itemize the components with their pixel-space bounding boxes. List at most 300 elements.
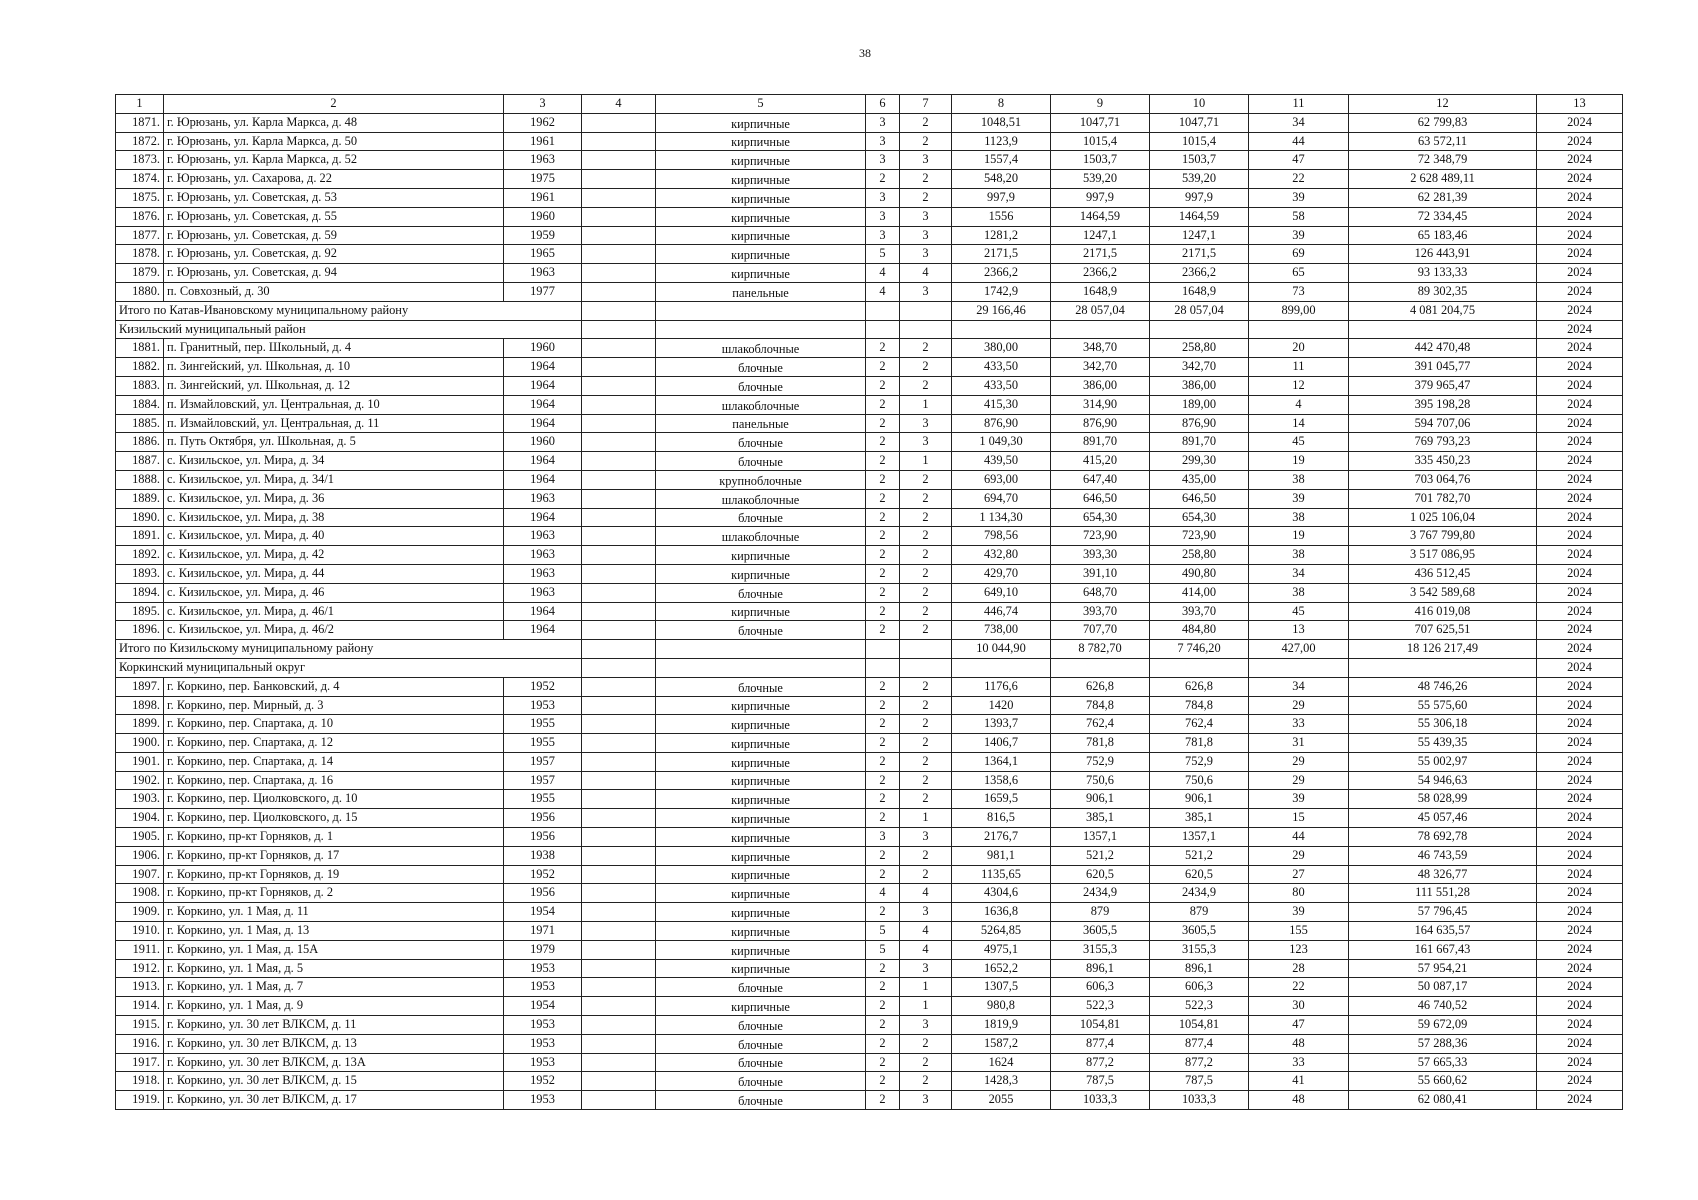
table-cell: 348,70	[1051, 339, 1150, 358]
table-cell: 33	[1249, 1053, 1349, 1072]
table-cell: 3	[900, 1016, 952, 1035]
table-cell: 3 517 086,95	[1349, 546, 1537, 565]
table-cell: 816,5	[952, 809, 1051, 828]
table-cell	[582, 452, 656, 471]
table-cell: 3	[900, 828, 952, 847]
table-cell: 395 198,28	[1349, 395, 1537, 414]
table-cell: 2024	[1537, 339, 1623, 358]
table-cell: 2	[900, 527, 952, 546]
table-cell	[582, 884, 656, 903]
table-cell: 2	[866, 339, 900, 358]
table-cell: 1952	[504, 865, 582, 884]
table-row	[116, 734, 1623, 753]
table-cell: 2	[866, 959, 900, 978]
table-cell: 1420	[952, 696, 1051, 715]
table-row	[116, 903, 1623, 922]
table-cell: 3	[900, 433, 952, 452]
subtotal-row	[116, 640, 1623, 659]
table-cell: 50 087,17	[1349, 978, 1537, 997]
table-cell: 2024	[1537, 997, 1623, 1016]
table-cell: кирпичные	[656, 884, 866, 903]
table-cell: 2024	[1537, 414, 1623, 433]
table-cell: 1123,9	[952, 132, 1051, 151]
table-cell: 39	[1249, 188, 1349, 207]
table-row	[116, 583, 1623, 602]
subtotal-cell: 8 782,70	[1051, 640, 1150, 659]
table-cell: кирпичные	[656, 809, 866, 828]
table-cell: 1975	[504, 170, 582, 189]
table-cell: 1464,59	[1150, 207, 1249, 226]
table-cell: 2024	[1537, 264, 1623, 283]
table-cell: 1955	[504, 715, 582, 734]
table-cell: г. Юрюзань, ул. Советская, д. 94	[164, 264, 504, 283]
table-cell: кирпичные	[656, 546, 866, 565]
table-cell: 3	[900, 959, 952, 978]
table-cell: 750,6	[1051, 771, 1150, 790]
table-row	[116, 1072, 1623, 1091]
table-cell: 1652,2	[952, 959, 1051, 978]
table-cell: 1874.	[116, 170, 164, 189]
table-row	[116, 470, 1623, 489]
table-cell: 3	[866, 188, 900, 207]
table-row	[116, 1053, 1623, 1072]
table-cell: 1892.	[116, 546, 164, 565]
table-cell: 55 306,18	[1349, 715, 1537, 734]
table-cell	[582, 527, 656, 546]
table-cell: 1977	[504, 282, 582, 301]
table-cell	[582, 715, 656, 734]
group-label: Кизильский муниципальный район	[116, 320, 582, 339]
table-cell: 62 281,39	[1349, 188, 1537, 207]
table-cell: п. Путь Октября, ул. Школьная, д. 5	[164, 433, 504, 452]
table-cell: блочные	[656, 978, 866, 997]
table-cell: с. Кизильское, ул. Мира, д. 40	[164, 527, 504, 546]
table-cell: 1960	[504, 207, 582, 226]
table-cell: 391,10	[1051, 564, 1150, 583]
table-row	[116, 452, 1623, 471]
table-cell: 28	[1249, 959, 1349, 978]
table-cell: г. Коркино, пр-кт Горняков, д. 2	[164, 884, 504, 903]
table-cell: 2024	[1537, 376, 1623, 395]
table-cell: 1912.	[116, 959, 164, 978]
table-cell	[582, 546, 656, 565]
group-row	[116, 320, 1623, 339]
table-row	[116, 113, 1623, 132]
table-cell: 4	[866, 884, 900, 903]
table-cell: 3	[900, 903, 952, 922]
table-row	[116, 433, 1623, 452]
table-cell: 1882.	[116, 358, 164, 377]
table-cell: 342,70	[1150, 358, 1249, 377]
table-cell: 41	[1249, 1072, 1349, 1091]
table-cell: 1033,3	[1051, 1091, 1150, 1110]
table-cell: 55 002,97	[1349, 752, 1537, 771]
table-cell: 1897.	[116, 677, 164, 696]
table-cell	[582, 226, 656, 245]
table-cell: кирпичные	[656, 151, 866, 170]
table-cell: 2024	[1537, 489, 1623, 508]
table-cell: 2	[866, 376, 900, 395]
table-cell: 750,6	[1150, 771, 1249, 790]
table-cell: 1905.	[116, 828, 164, 847]
empty-cell	[1051, 658, 1150, 677]
table-cell: 4	[900, 922, 952, 941]
table-cell: 2	[900, 470, 952, 489]
table-row	[116, 151, 1623, 170]
table-cell: 59 672,09	[1349, 1016, 1537, 1035]
table-cell: г. Коркино, пер. Спартака, д. 16	[164, 771, 504, 790]
table-cell: 896,1	[1051, 959, 1150, 978]
table-cell: 997,9	[952, 188, 1051, 207]
table-cell: 2024	[1537, 1072, 1623, 1091]
table-cell: кирпичные	[656, 696, 866, 715]
table-cell: 4304,6	[952, 884, 1051, 903]
table-cell: 1888.	[116, 470, 164, 489]
column-header: 6	[866, 95, 900, 114]
empty-cell	[1349, 320, 1537, 339]
table-cell: 752,9	[1150, 752, 1249, 771]
table-cell: 707 625,51	[1349, 621, 1537, 640]
table-cell: 33	[1249, 715, 1349, 734]
table-cell: 891,70	[1051, 433, 1150, 452]
table-cell: 2	[900, 376, 952, 395]
table-cell: 3	[900, 151, 952, 170]
table-cell: 1054,81	[1150, 1016, 1249, 1035]
table-cell	[582, 132, 656, 151]
table-cell: 2024	[1537, 470, 1623, 489]
table-cell	[582, 188, 656, 207]
table-cell: 393,70	[1150, 602, 1249, 621]
table-cell: шлакоблочные	[656, 489, 866, 508]
table-cell: 2	[866, 978, 900, 997]
table-cell: 2	[866, 414, 900, 433]
table-cell: 723,90	[1051, 527, 1150, 546]
table-cell: 1964	[504, 508, 582, 527]
table-cell: 2171,5	[952, 245, 1051, 264]
table-cell: 1873.	[116, 151, 164, 170]
table-cell: п. Измайловский, ул. Центральная, д. 11	[164, 414, 504, 433]
table-cell: с. Кизильское, ул. Мира, д. 46/2	[164, 621, 504, 640]
table-cell: г. Коркино, пер. Банковский, д. 4	[164, 677, 504, 696]
table-cell: 2	[866, 621, 900, 640]
table-cell	[582, 1053, 656, 1072]
table-cell: с. Кизильское, ул. Мира, д. 44	[164, 564, 504, 583]
table-cell: 648,70	[1051, 583, 1150, 602]
table-cell: 2024	[1537, 940, 1623, 959]
table-cell: 1281,2	[952, 226, 1051, 245]
table-cell: 2024	[1537, 959, 1623, 978]
table-row	[116, 207, 1623, 226]
table-row	[116, 771, 1623, 790]
table-cell	[582, 151, 656, 170]
table-row	[116, 508, 1623, 527]
table-cell: 29	[1249, 752, 1349, 771]
table-cell: 432,80	[952, 546, 1051, 565]
table-cell: 2366,2	[1051, 264, 1150, 283]
table-cell: 1636,8	[952, 903, 1051, 922]
table-cell: 2	[900, 846, 952, 865]
table-cell: 2	[900, 132, 952, 151]
table-cell: кирпичные	[656, 752, 866, 771]
table-cell: 2	[900, 188, 952, 207]
table-cell: 1962	[504, 113, 582, 132]
table-cell: г. Коркино, пер. Циолковского, д. 10	[164, 790, 504, 809]
table-cell: 57 665,33	[1349, 1053, 1537, 1072]
table-cell: 781,8	[1051, 734, 1150, 753]
table-cell: 1883.	[116, 376, 164, 395]
table-cell: 1	[900, 452, 952, 471]
table-cell: г. Коркино, пр-кт Горняков, д. 19	[164, 865, 504, 884]
table-cell: 2024	[1537, 358, 1623, 377]
table-cell: блочные	[656, 508, 866, 527]
table-cell: 57 954,21	[1349, 959, 1537, 978]
table-cell: 299,30	[1150, 452, 1249, 471]
table-cell: 2	[866, 771, 900, 790]
table-row	[116, 489, 1623, 508]
table-cell: 2	[866, 903, 900, 922]
table-cell: 2	[866, 170, 900, 189]
table-row	[116, 809, 1623, 828]
table-cell: 2	[900, 339, 952, 358]
table-cell: 1902.	[116, 771, 164, 790]
table-cell: 1963	[504, 527, 582, 546]
table-cell: с. Кизильское, ул. Мира, д. 38	[164, 508, 504, 527]
table-cell: 69	[1249, 245, 1349, 264]
table-cell: 620,5	[1150, 865, 1249, 884]
table-cell: 3	[866, 207, 900, 226]
table-cell: 3	[866, 226, 900, 245]
table-cell: 2024	[1537, 846, 1623, 865]
table-cell: 2024	[1537, 546, 1623, 565]
table-cell: 1247,1	[1150, 226, 1249, 245]
table-cell: 2055	[952, 1091, 1051, 1110]
table-cell: блочные	[656, 1034, 866, 1053]
table-cell: г. Коркино, пер. Спартака, д. 10	[164, 715, 504, 734]
table-cell: 2	[866, 527, 900, 546]
table-cell: 1015,4	[1150, 132, 1249, 151]
table-cell: 2	[900, 715, 952, 734]
subtotal-label: Итого по Катав-Ивановскому муниципальному району	[116, 301, 582, 320]
empty-cell	[656, 658, 866, 677]
table-cell: кирпичные	[656, 226, 866, 245]
table-cell: 594 707,06	[1349, 414, 1537, 433]
table-cell: 1916.	[116, 1034, 164, 1053]
table-cell: 1952	[504, 677, 582, 696]
table-cell: г. Коркино, пер. Мирный, д. 3	[164, 696, 504, 715]
table-cell: 1357,1	[1051, 828, 1150, 847]
table-cell: 2024	[1537, 583, 1623, 602]
table-row	[116, 677, 1623, 696]
table-cell: 2024	[1537, 564, 1623, 583]
table-cell: 521,2	[1051, 846, 1150, 865]
table-cell	[582, 395, 656, 414]
table-cell: г. Коркино, пер. Спартака, д. 14	[164, 752, 504, 771]
table-row	[116, 170, 1623, 189]
table-cell: 5	[866, 245, 900, 264]
table-cell: 1964	[504, 602, 582, 621]
table-cell: 20	[1249, 339, 1349, 358]
subtotal-label: Итого по Кизильскому муниципальному району	[116, 640, 582, 659]
table-cell	[582, 339, 656, 358]
table-cell: кирпичные	[656, 959, 866, 978]
table-cell: 1955	[504, 734, 582, 753]
table-cell: 1884.	[116, 395, 164, 414]
table-cell: блочные	[656, 452, 866, 471]
table-cell: 1971	[504, 922, 582, 941]
table-cell: 1899.	[116, 715, 164, 734]
table-cell: 38	[1249, 508, 1349, 527]
table-cell: 48	[1249, 1091, 1349, 1110]
table-cell: 446,74	[952, 602, 1051, 621]
table-cell: 2	[866, 489, 900, 508]
table-cell: 1964	[504, 358, 582, 377]
table-cell: кирпичные	[656, 922, 866, 941]
table-cell: 1900.	[116, 734, 164, 753]
table-cell: 2024	[1537, 207, 1623, 226]
table-cell: 2	[900, 1053, 952, 1072]
table-cell: 78 692,78	[1349, 828, 1537, 847]
table-cell: 1956	[504, 884, 582, 903]
table-cell: 1898.	[116, 696, 164, 715]
table-cell: 2	[866, 1091, 900, 1110]
table-row	[116, 621, 1623, 640]
table-row	[116, 828, 1623, 847]
table-cell: 647,40	[1051, 470, 1150, 489]
table-cell: 1358,6	[952, 771, 1051, 790]
table-row	[116, 846, 1623, 865]
table-cell: шлакоблочные	[656, 339, 866, 358]
empty-cell	[866, 658, 900, 677]
table-cell: 2	[900, 1034, 952, 1053]
table-cell: 1556	[952, 207, 1051, 226]
table-cell: кирпичные	[656, 113, 866, 132]
table-cell	[582, 170, 656, 189]
table-cell: 1960	[504, 433, 582, 452]
table-row	[116, 414, 1623, 433]
table-cell: 2 628 489,11	[1349, 170, 1537, 189]
table-cell	[582, 865, 656, 884]
table-cell: 2366,2	[1150, 264, 1249, 283]
table-cell: 1964	[504, 414, 582, 433]
empty-cell	[866, 640, 900, 659]
table-cell: 1953	[504, 978, 582, 997]
table-cell: 89 302,35	[1349, 282, 1537, 301]
table-cell: 1963	[504, 583, 582, 602]
table-cell: 2024	[1537, 734, 1623, 753]
table-cell: 2	[866, 734, 900, 753]
table-cell	[582, 752, 656, 771]
table-row	[116, 527, 1623, 546]
table-cell: 2	[866, 358, 900, 377]
table-cell: 65	[1249, 264, 1349, 283]
table-cell: 1872.	[116, 132, 164, 151]
column-header: 9	[1051, 95, 1150, 114]
subtotal-cell: 4 081 204,75	[1349, 301, 1537, 320]
table-cell: 2024	[1537, 1091, 1623, 1110]
table-cell: 693,00	[952, 470, 1051, 489]
table-cell: 1054,81	[1051, 1016, 1150, 1035]
table-cell: кирпичные	[656, 790, 866, 809]
table-cell: 3155,3	[1051, 940, 1150, 959]
table-cell: 1393,7	[952, 715, 1051, 734]
table-cell: 2	[866, 715, 900, 734]
table-row	[116, 1091, 1623, 1110]
table-cell: 1963	[504, 546, 582, 565]
table-cell: 34	[1249, 677, 1349, 696]
empty-cell	[866, 301, 900, 320]
table-cell: 2024	[1537, 452, 1623, 471]
table-cell: кирпичные	[656, 771, 866, 790]
table-cell: 1954	[504, 903, 582, 922]
table-cell: 2	[866, 452, 900, 471]
table-cell: 980,8	[952, 997, 1051, 1016]
table-cell: 539,20	[1150, 170, 1249, 189]
table-cell: 47	[1249, 1016, 1349, 1035]
table-cell: 548,20	[952, 170, 1051, 189]
table-cell: 701 782,70	[1349, 489, 1537, 508]
table-cell: 3	[900, 1091, 952, 1110]
table-cell: 1135,65	[952, 865, 1051, 884]
table-cell: 2	[900, 508, 952, 527]
table-cell: 3	[900, 282, 952, 301]
table-cell	[582, 790, 656, 809]
table-cell: 3	[866, 151, 900, 170]
table-row	[116, 1034, 1623, 1053]
table-row	[116, 978, 1623, 997]
table-cell: г. Коркино, ул. 30 лет ВЛКСМ, д. 13	[164, 1034, 504, 1053]
table-cell: 1917.	[116, 1053, 164, 1072]
table-cell: кирпичные	[656, 846, 866, 865]
table-cell: 1964	[504, 470, 582, 489]
table-cell: 2	[900, 583, 952, 602]
table-cell	[582, 113, 656, 132]
table-cell: 879	[1051, 903, 1150, 922]
table-cell: 1961	[504, 132, 582, 151]
table-cell: п. Измайловский, ул. Центральная, д. 10	[164, 395, 504, 414]
table-cell: г. Юрюзань, ул. Сахарова, д. 22	[164, 170, 504, 189]
table-cell: 54 946,63	[1349, 771, 1537, 790]
table-cell: 385,1	[1051, 809, 1150, 828]
table-cell: 2024	[1537, 188, 1623, 207]
table-cell: 1364,1	[952, 752, 1051, 771]
table-cell: 391 045,77	[1349, 358, 1537, 377]
table-cell: 1979	[504, 940, 582, 959]
table-cell: с. Кизильское, ул. Мира, д. 46/1	[164, 602, 504, 621]
table-cell: кирпичные	[656, 245, 866, 264]
column-header: 4	[582, 95, 656, 114]
table-cell: 1889.	[116, 489, 164, 508]
table-cell: блочные	[656, 376, 866, 395]
column-header: 11	[1249, 95, 1349, 114]
table-cell: 2	[866, 1016, 900, 1035]
table-cell: 2024	[1537, 1034, 1623, 1053]
subtotal-cell: 29 166,46	[952, 301, 1051, 320]
table-row	[116, 959, 1623, 978]
subtotal-cell: 28 057,04	[1150, 301, 1249, 320]
table-cell: 781,8	[1150, 734, 1249, 753]
column-header: 8	[952, 95, 1051, 114]
table-cell: 34	[1249, 564, 1349, 583]
table-cell: 876,90	[1051, 414, 1150, 433]
table-cell: 787,5	[1051, 1072, 1150, 1091]
table-cell: г. Коркино, ул. 30 лет ВЛКСМ, д. 11	[164, 1016, 504, 1035]
table-cell: 1876.	[116, 207, 164, 226]
empty-cell	[582, 658, 656, 677]
table-row	[116, 884, 1623, 903]
table-cell: 2024	[1537, 508, 1623, 527]
table-cell: 2	[900, 696, 952, 715]
table-cell	[582, 414, 656, 433]
